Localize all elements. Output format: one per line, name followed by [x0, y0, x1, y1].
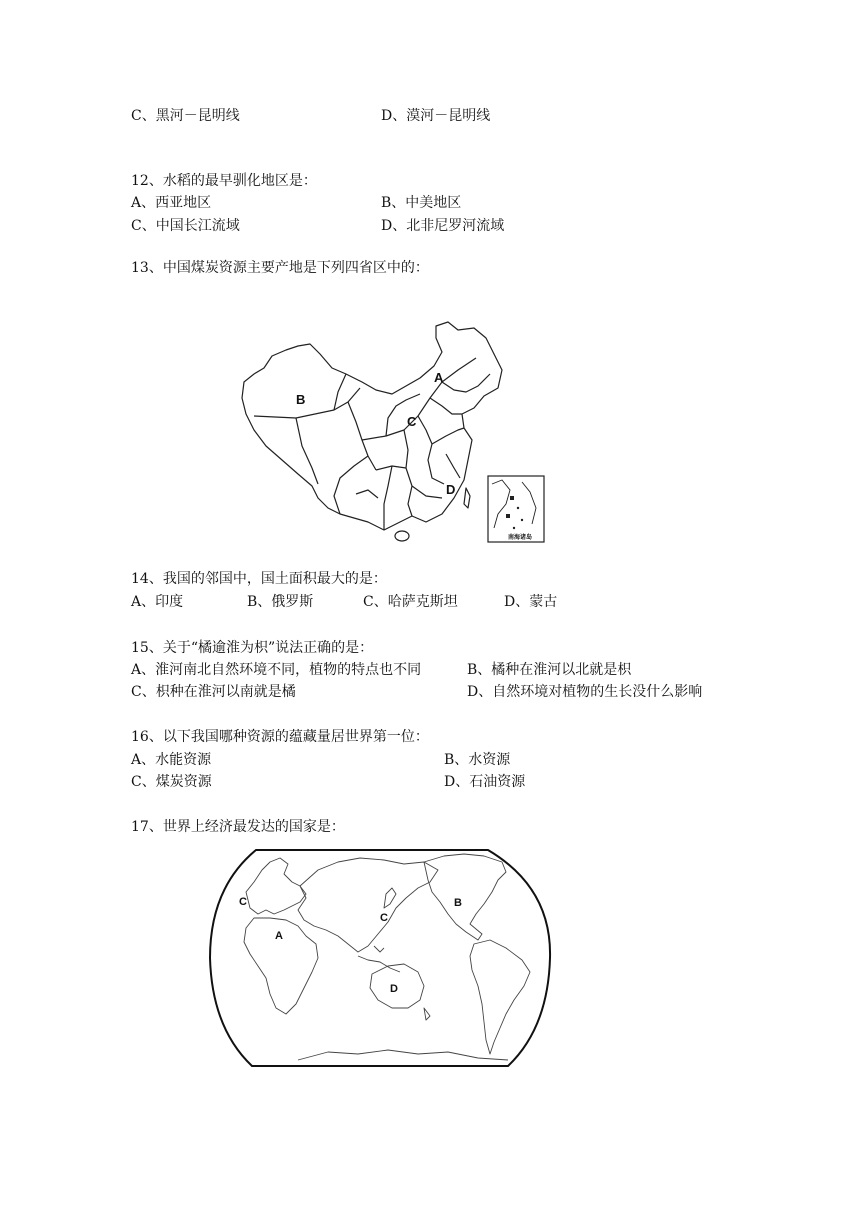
q11-option-d: D、漠河－昆明线 [381, 108, 491, 124]
q12-stem: 12、水稻的最早驯化地区是： [131, 173, 317, 189]
q15-option-d: D、自然环境对植物的生长没什么影响 [467, 684, 703, 700]
asia-outline [298, 858, 438, 952]
world-map-label-a: A [275, 930, 283, 942]
q11-option-c: C、黑河－昆明线 [131, 108, 240, 124]
china-map [236, 318, 548, 546]
q14-option-a: A、印度 [131, 594, 184, 610]
q16-option-a: A、水能资源 [131, 752, 212, 768]
q16-option-b: B、水资源 [444, 752, 511, 768]
world-map [208, 848, 552, 1068]
q12-option-b: B、中美地区 [381, 195, 462, 211]
q16-option-d: D、石油资源 [444, 774, 526, 790]
world-map-frame [210, 850, 550, 1066]
q15-option-b: B、橘种在淮河以北就是枳 [467, 662, 632, 678]
europe-outline [246, 858, 306, 914]
south-china-sea-inset [488, 476, 544, 542]
south-america-outline [470, 940, 530, 1054]
q14-option-b: B、俄罗斯 [247, 594, 314, 610]
north-america-outline [424, 854, 506, 940]
q12-option-d: D、北非尼罗河流域 [381, 218, 505, 234]
q12-option-a: A、西亚地区 [131, 195, 212, 211]
q14-stem: 14、我国的邻国中，国土面积最大的是： [131, 571, 387, 587]
china-outline [242, 322, 502, 530]
q14-option-c: C、哈萨克斯坦 [363, 594, 458, 610]
china-map-label-c: C [407, 414, 417, 429]
inset-caption: 南海诸岛 [508, 535, 533, 541]
china-map-label-d: D [446, 482, 456, 497]
world-map-label-c-europe: C [239, 896, 247, 908]
q16-option-c: C、煤炭资源 [131, 774, 212, 790]
q14-option-d: D、蒙古 [504, 594, 558, 610]
world-map-label-b: B [454, 897, 462, 909]
q17-stem: 17、世界上经济最发达的国家是： [131, 819, 345, 835]
q15-option-a: A、淮河南北自然环境不同，植物的特点也不同 [131, 662, 422, 678]
q12-option-c: C、中国长江流域 [131, 218, 240, 234]
q15-option-c: C、枳种在淮河以南就是橘 [131, 684, 296, 700]
q13-stem: 13、中国煤炭资源主要产地是下列四省区中的： [131, 260, 429, 276]
world-map-label-d: D [390, 983, 398, 995]
q16-stem: 16、以下我国哪种资源的蕴藏量居世界第一位： [131, 729, 429, 745]
china-map-label-a: A [434, 370, 444, 385]
world-map-label-c-japan: C [380, 912, 388, 924]
q15-stem: 15、关于“橘逾淮为枳”说法正确的是： [131, 640, 374, 656]
china-map-label-b: B [296, 392, 306, 407]
